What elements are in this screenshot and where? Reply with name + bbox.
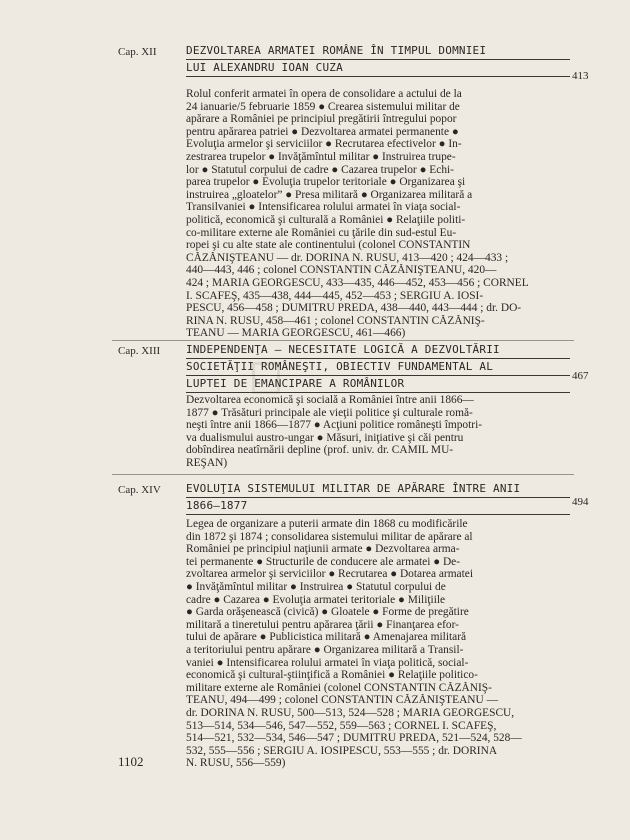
summary-line: tului de apărare ● Publicistica militară ● Amenajarea militară [186, 631, 467, 644]
summary-line: Dezvoltarea economică şi socială a României între anii 1866— [186, 394, 474, 406]
page-folio: 1102 [118, 754, 144, 769]
chapter-number: Cap. XIII [118, 345, 161, 357]
summary-line: ● Garda orăşenească (civică) ● Gloatele ● Forme de pregătire [186, 606, 469, 619]
summary-line: ● Invăţămîntul militar ● Instruirea ● Statutul corpului de [186, 580, 446, 593]
summary-line: apărare a României pe principiul pregătirii întregului popor [186, 113, 457, 126]
summary-line: Evoluţia armelor şi serviciilor ● Recrutarea efectivelor ● In- [186, 138, 462, 151]
summary-line: României pe principiul naţiunii armate ● Dezvoltarea arma- [186, 543, 460, 556]
summary-line: I. SCAFEŞ, 435—438, 444—445, 452—453 ; SERGIU A. IOSI- [186, 289, 484, 302]
summary-line: Legea de organizare a puterii armate din 1868 cu modificările [186, 518, 468, 530]
title-line: 1866—1877 [186, 498, 570, 515]
summary-line: zestrarea trupelor ● Invăţămîntul militar ● Instruirea trupe- [186, 150, 456, 163]
summary-line: dobîndirea neatîrnării depline (prof. univ. dr. CAMIL MU- [186, 444, 454, 457]
summary-line: politică, economică şi culturală a României ● Relaţiile politi- [186, 213, 466, 226]
summary-line: REŞAN) [186, 456, 228, 469]
summary-line: TEANU, 494—499 ; colonel CONSTANTIN CĂZĂNIŞTEANU — [186, 694, 498, 707]
summary-line: dr. DORINA N. RUSU, 500—513, 524—528 ; MARIA GEORGESCU, [186, 706, 515, 719]
summary-line: neşti între anii 1866—1877 ● Acţiuni politice româneşti împotri- [186, 419, 483, 432]
chapter-number: Cap. XIV [118, 484, 161, 496]
section-divider [112, 474, 574, 475]
title-line: LUI ALEXANDRU IOAN CUZA [186, 60, 570, 77]
chapter-summary [186, 88, 570, 340]
summary-line: 514—521, 532—534, 546—547 ; DUMITRU PREDA, 521—524, 528— [186, 732, 522, 745]
chapter-title [186, 43, 570, 77]
summary-line: co-militare externe ale României cu ţările din sud-estul Eu- [186, 226, 457, 239]
summary-line: tei permanente ● Structurile de conducere ale armatei ● De- [186, 555, 461, 568]
summary-line: Rolul conferit armatei în opera de consolidare a actului de la [186, 88, 462, 100]
summary-line: N. RUSU, 556—559) [186, 757, 286, 770]
title-line: INDEPENDENŢA — NECESITATE LOGICĂ A DEZVOLTĂRII [186, 342, 570, 359]
chapter-summary [186, 394, 570, 470]
chapter-title [186, 342, 570, 393]
summary-line: ropei şi cu alte state ale continentului (colonel CONSTANTIN [186, 239, 471, 252]
summary-line: 440—443, 446 ; colonel CONSTANTIN CĂZĂNIŞTEANU, 420— [186, 264, 497, 277]
summary-line: parea trupelor ● Evoluţia trupelor teritoriale ● Organizarea şi [186, 176, 466, 189]
summary-line: vaniei ● Intensificarea rolului armatei în viaţa politică, social- [186, 656, 469, 669]
chapter-page-number: 494 [572, 496, 589, 508]
summary-line: va dualismului austro-ungar ● Măsuri, iniţiative şi căi pentru [186, 431, 464, 444]
summary-line: PESCU, 456—458 ; DUMITRU PREDA, 438—440, 443—444 ; dr. DO- [186, 302, 522, 315]
title-line: DEZVOLTAREA ARMATEI ROMÂNE ÎN TIMPUL DOMNIEI [186, 43, 570, 60]
summary-line: militare externe ale României (colonel CONSTANTIN CĂZĂNIŞ- [186, 681, 492, 694]
chapter-page-number: 467 [572, 370, 589, 382]
title-line: SOCIETĂŢII ROMÂNEŞTI, OBIECTIV FUNDAMENTAL AL [186, 359, 570, 376]
summary-line: din 1872 şi 1874 ; consolidarea sistemului militar de apărare al [186, 530, 473, 543]
title-line: EVOLUŢIA SISTEMULUI MILITAR DE APĂRARE ÎNTRE ANII [186, 481, 570, 498]
summary-line: a teritoriului pentru apărare ● Organizarea militară a Transil- [186, 643, 464, 656]
chapter-page-number: 413 [572, 70, 589, 82]
summary-line: Transilvaniei ● Intensificarea rolului armatei în viaţa social- [186, 201, 461, 214]
summary-line: instruirea „gloatelor” ● Presa militară ● Organizarea militară a [186, 188, 473, 201]
chapter-number: Cap. XII [118, 46, 157, 58]
summary-line: 1877 ● Trăsături principale ale vieţii politice şi culturale romă- [186, 406, 473, 419]
summary-line: lor ● Statutul corpului de cadre ● Cazarea trupelor ● Echi- [186, 163, 454, 176]
summary-line: CĂZĂNIŞTEANU — dr. DORINA N. RUSU, 413—420 ; 424—433 ; [186, 251, 509, 264]
summary-line: 424 ; MARIA GEORGESCU, 433—435, 446—452, 453—456 ; CORNEL [186, 276, 529, 289]
summary-line: TEANU — MARIA GEORGESCU, 461—466) [186, 327, 406, 340]
chapter-title [186, 481, 570, 515]
summary-line: cadre ● Cazarea ● Evoluţia armatei teritoriale ● Miliţiile [186, 593, 446, 606]
summary-line: pentru apărarea patriei ● Dezvoltarea armatei permanente ● [186, 125, 459, 138]
summary-line: 532, 555—556 ; SERGIU A. IOSIPESCU, 553—555 ; dr. DORINA [186, 744, 498, 757]
summary-line: militară a tineretului pentru apărarea ţării ● Finanţarea efor- [186, 618, 459, 631]
title-line: LUPTEI DE EMANCIPARE A ROMÂNILOR [186, 376, 570, 393]
summary-line: economică şi cultural-ştiinţifică a României ● Relaţiile politico- [186, 669, 478, 682]
summary-line: zvoltarea armelor şi serviciilor ● Recrutarea ● Dotarea armatei [186, 568, 473, 581]
section-divider [112, 340, 574, 341]
summary-line: RINA N. RUSU, 458—461 ; colonel CONSTANTIN CĂZĂNIŞ- [186, 314, 485, 327]
chapter-summary [186, 518, 570, 770]
summary-line: 513—514, 534—546, 547—552, 559—563 ; CORNEL I. SCAFEŞ, [186, 719, 497, 732]
summary-line: 24 ianuarie/5 februarie 1859 ● Crearea sistemului militar de [186, 100, 460, 113]
